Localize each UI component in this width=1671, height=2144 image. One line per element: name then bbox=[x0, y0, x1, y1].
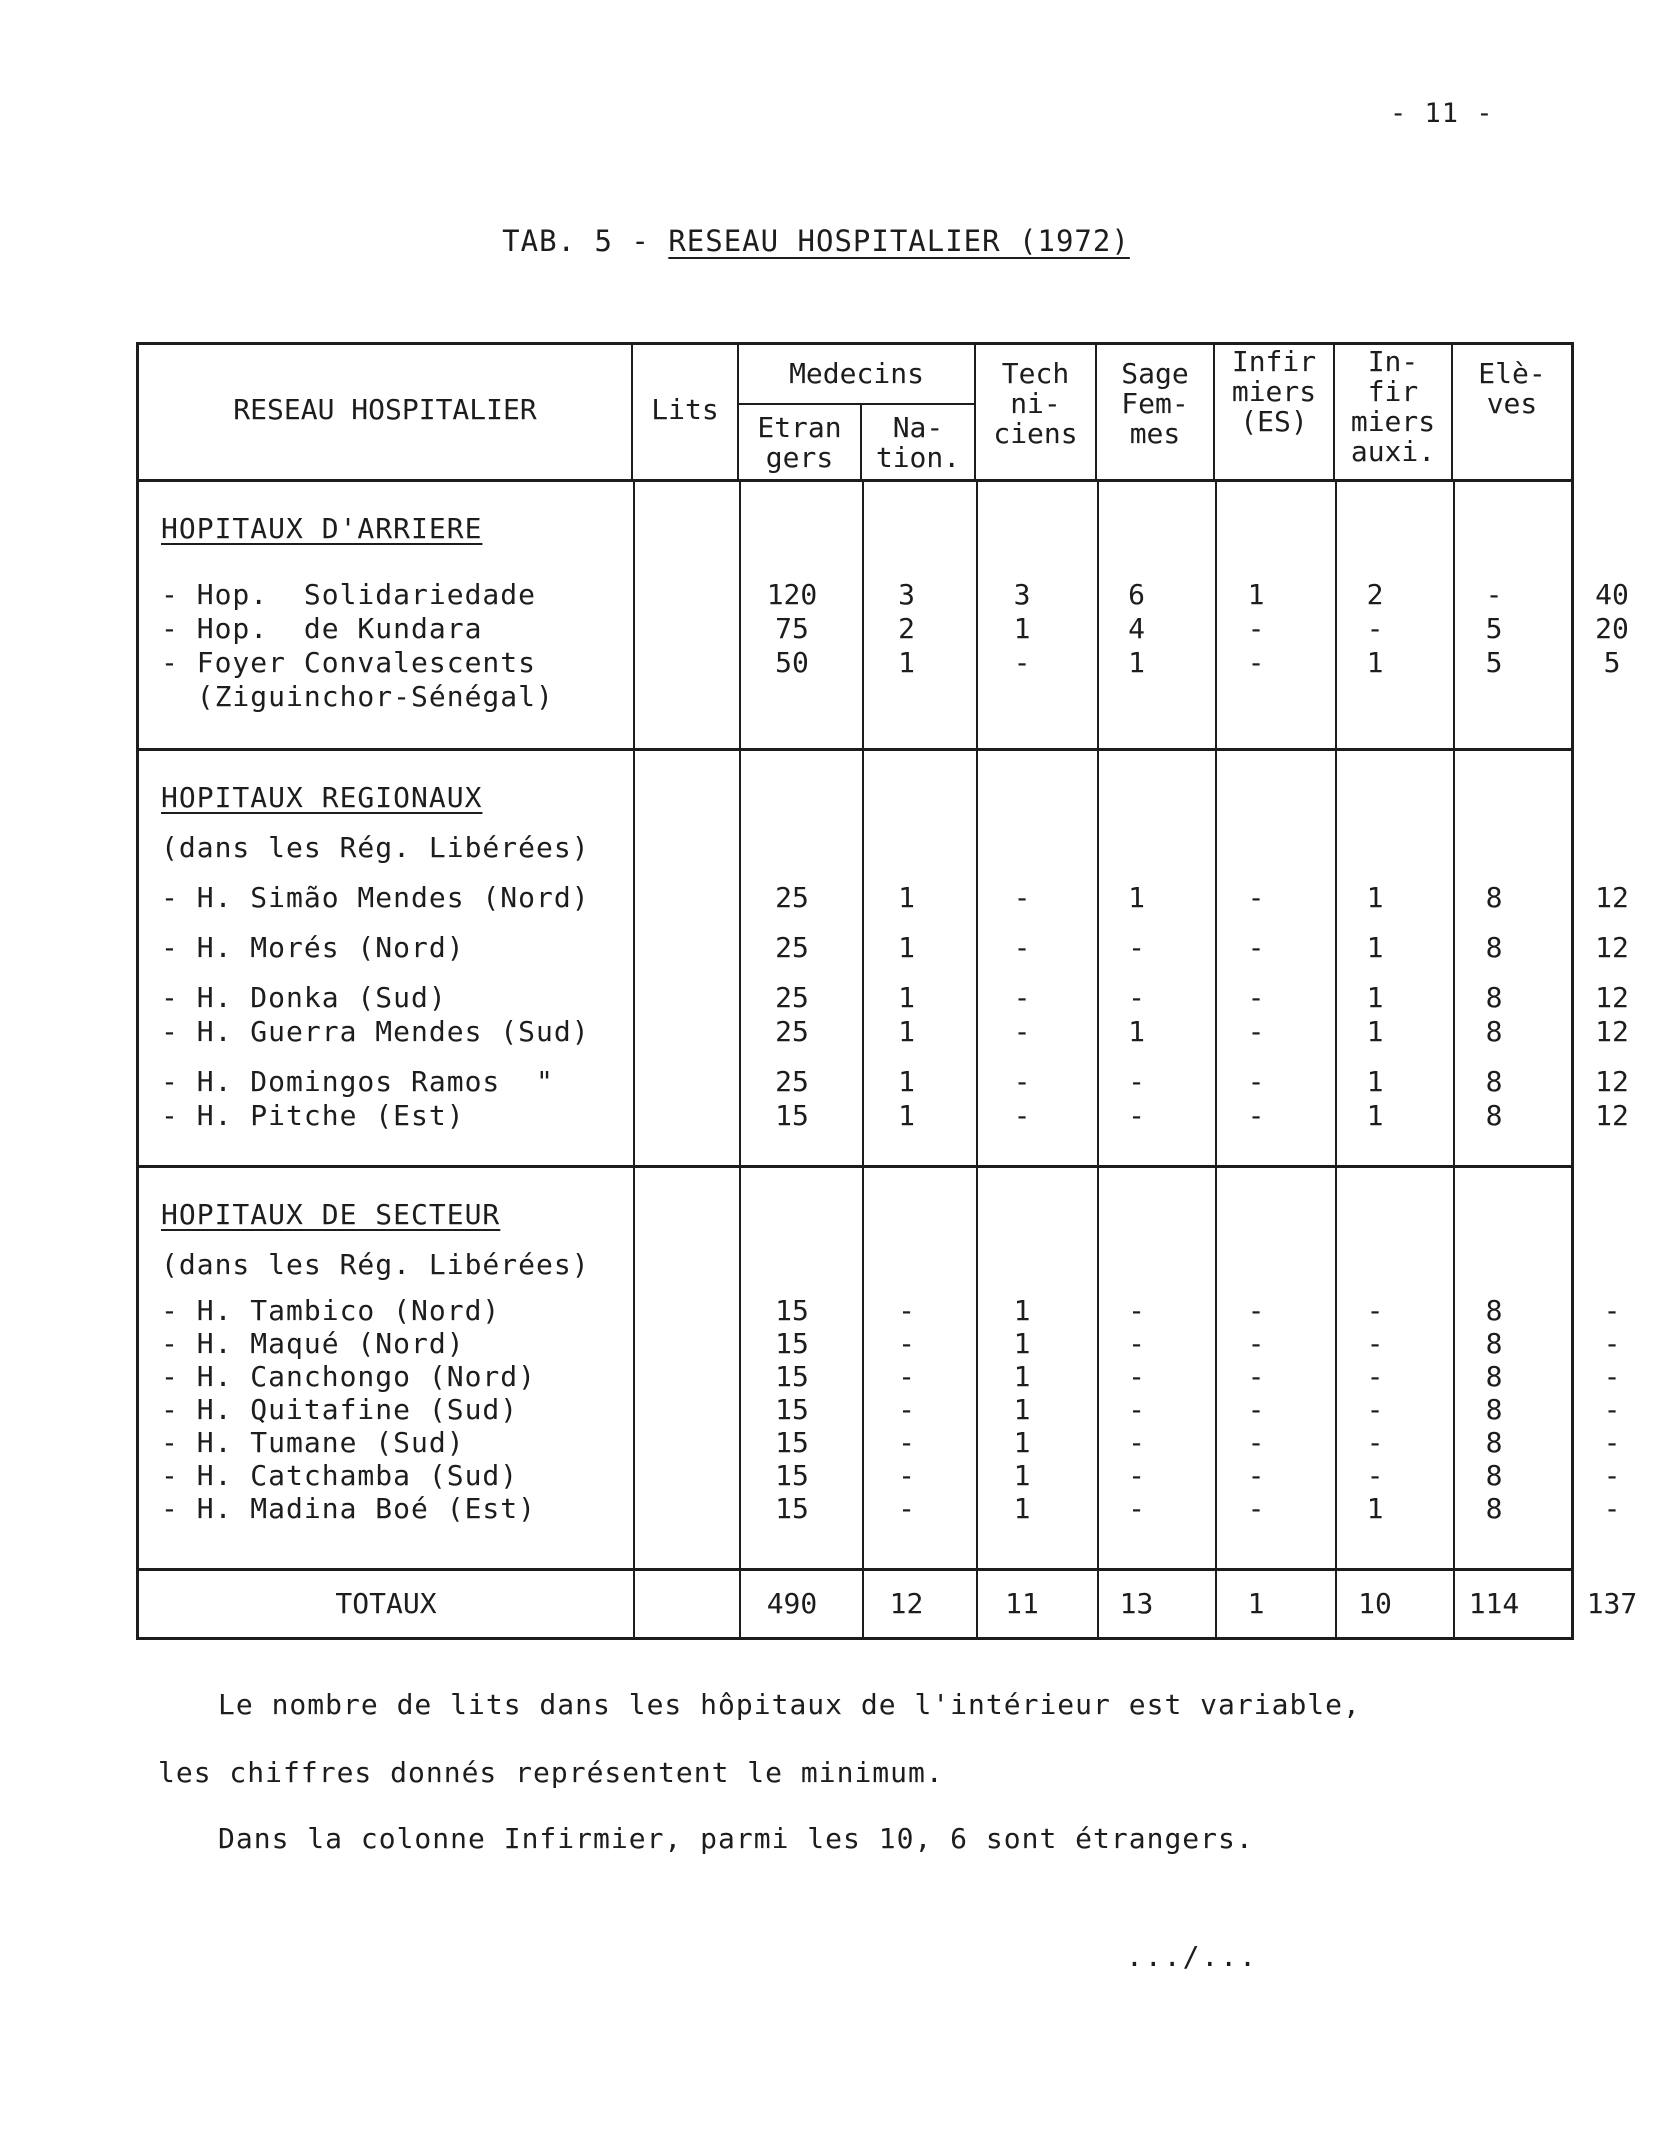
value-techniciens: - bbox=[1128, 1294, 1145, 1327]
value-etrangers: - bbox=[898, 1492, 915, 1525]
value-infirmiers-aux: 8 bbox=[1485, 1393, 1503, 1426]
value-lits: 15 bbox=[775, 1459, 809, 1492]
value-techniciens: - bbox=[1128, 1327, 1145, 1360]
value-nationaux: - bbox=[1013, 1099, 1031, 1132]
value-lits: 50 bbox=[775, 646, 809, 679]
value-eleves: 12 bbox=[1595, 981, 1629, 1014]
value-infirmiers-es: - bbox=[1366, 612, 1384, 645]
value-nationaux: 3 bbox=[1013, 578, 1031, 611]
value-eleves: 12 bbox=[1595, 931, 1629, 964]
value-eleves: 12 bbox=[1595, 881, 1629, 914]
value-lits: 25 bbox=[775, 1065, 809, 1098]
total-lits: 490 bbox=[766, 1587, 818, 1620]
value-nationaux: - bbox=[1013, 1015, 1031, 1048]
value-etrangers: - bbox=[898, 1459, 915, 1492]
value-etrangers: 2 bbox=[898, 612, 915, 645]
value-techniciens: - bbox=[1128, 1099, 1145, 1132]
paragraph-2: les chiffres donnés représentent le minimum. bbox=[158, 1756, 944, 1789]
header-cell-nationaux bbox=[862, 403, 974, 479]
value-techniciens: - bbox=[1128, 1360, 1145, 1393]
value-infirmiers-es: 1 bbox=[1366, 1065, 1384, 1098]
header-cell-sage-femmes bbox=[1097, 345, 1215, 479]
header-eleves: Elè- ves bbox=[1478, 357, 1546, 420]
hospital-name: - Hop. de Kundara bbox=[161, 612, 483, 645]
value-sage-femmes: 1 bbox=[1247, 578, 1265, 611]
table-body bbox=[139, 482, 1629, 1571]
value-infirmiers-es: 1 bbox=[1366, 1015, 1384, 1048]
value-nationaux: 1 bbox=[1013, 1459, 1031, 1492]
value-etrangers: - bbox=[898, 1294, 915, 1327]
section-title: HOPITAUX REGIONAUX bbox=[161, 781, 483, 814]
header-lits: Lits bbox=[651, 393, 719, 426]
value-techniciens: - bbox=[1128, 1426, 1145, 1459]
header-cell-infirmiers-aux bbox=[1335, 345, 1453, 479]
value-eleves: - bbox=[1603, 1327, 1621, 1360]
value-sage-femmes: - bbox=[1247, 646, 1265, 679]
value-infirmiers-es: 1 bbox=[1366, 646, 1384, 679]
column-rule bbox=[633, 1168, 635, 1568]
total-techniciens: 13 bbox=[1119, 1587, 1154, 1620]
hospital-name: - H. Morés (Nord) bbox=[161, 931, 465, 964]
value-infirmiers-es: - bbox=[1366, 1459, 1384, 1492]
value-etrangers: 1 bbox=[898, 1065, 915, 1098]
value-infirmiers-aux: - bbox=[1485, 578, 1503, 611]
value-infirmiers-es: - bbox=[1366, 1393, 1384, 1426]
header-reseau: RESEAU HOSPITALIER bbox=[233, 393, 537, 426]
value-nationaux: - bbox=[1013, 931, 1031, 964]
table-section bbox=[139, 751, 1629, 1168]
hospital-name: - H. Madina Boé (Est) bbox=[161, 1492, 537, 1525]
page-number: - 11 - bbox=[1390, 98, 1494, 129]
value-lits: 25 bbox=[775, 881, 809, 914]
value-eleves: - bbox=[1603, 1459, 1621, 1492]
table-header bbox=[139, 345, 1571, 482]
value-lits: 15 bbox=[775, 1327, 809, 1360]
value-techniciens: - bbox=[1128, 981, 1145, 1014]
value-lits: 15 bbox=[775, 1393, 809, 1426]
value-infirmiers-aux: 8 bbox=[1485, 1294, 1503, 1327]
value-eleves: 5 bbox=[1603, 646, 1621, 679]
value-eleves: - bbox=[1603, 1393, 1621, 1426]
value-techniciens: 1 bbox=[1128, 881, 1145, 914]
value-eleves: - bbox=[1603, 1360, 1621, 1393]
value-lits: 25 bbox=[775, 1015, 809, 1048]
hospital-network-table bbox=[136, 342, 1638, 1640]
value-sage-femmes: - bbox=[1247, 1327, 1265, 1360]
header-cell-medecins bbox=[739, 345, 976, 479]
value-etrangers: 1 bbox=[898, 981, 915, 1014]
value-sage-femmes: - bbox=[1247, 1065, 1265, 1098]
section-note: (dans les Rég. Libérées) bbox=[161, 1248, 590, 1281]
value-infirmiers-aux: 8 bbox=[1485, 1099, 1503, 1132]
value-sage-femmes: - bbox=[1247, 881, 1265, 914]
total-infirmiers-es: 10 bbox=[1358, 1587, 1392, 1620]
header-infirmiers-es: Infir miers (ES) bbox=[1231, 345, 1317, 438]
header-nationaux: Na- tion. bbox=[875, 411, 961, 474]
value-nationaux: 1 bbox=[1013, 1294, 1031, 1327]
header-techniciens: Tech ni- ciens bbox=[993, 357, 1078, 450]
total-nationaux: 11 bbox=[1005, 1587, 1039, 1620]
hospital-name: - Hop. Solidariedade bbox=[161, 578, 537, 611]
value-nationaux: 1 bbox=[1013, 1327, 1031, 1360]
column-rule bbox=[633, 1571, 635, 1637]
hospital-name: - H. Tambico (Nord) bbox=[161, 1294, 501, 1327]
value-infirmiers-aux: 5 bbox=[1485, 646, 1503, 679]
value-sage-femmes: - bbox=[1247, 1492, 1265, 1525]
value-sage-femmes: - bbox=[1247, 931, 1265, 964]
value-etrangers: 1 bbox=[898, 1015, 915, 1048]
value-sage-femmes: - bbox=[1247, 1459, 1265, 1492]
value-eleves: - bbox=[1603, 1294, 1621, 1327]
value-eleves: 12 bbox=[1595, 1099, 1629, 1132]
value-eleves: - bbox=[1603, 1492, 1621, 1525]
hospital-name: - H. Tumane (Sud) bbox=[161, 1426, 465, 1459]
value-etrangers: 1 bbox=[898, 931, 915, 964]
value-infirmiers-es: 1 bbox=[1366, 1099, 1384, 1132]
value-infirmiers-es: - bbox=[1366, 1426, 1384, 1459]
column-rule bbox=[633, 751, 635, 1165]
value-nationaux: - bbox=[1013, 881, 1031, 914]
paragraph-1: Le nombre de lits dans les hôpitaux de l'intérieur est variable, bbox=[218, 1688, 1361, 1721]
value-sage-femmes: - bbox=[1247, 612, 1265, 645]
value-etrangers: - bbox=[898, 1393, 915, 1426]
value-infirmiers-es: 1 bbox=[1366, 1492, 1384, 1525]
column-rule bbox=[633, 482, 635, 748]
value-infirmiers-aux: 5 bbox=[1485, 612, 1503, 645]
hospital-name: (Ziguinchor-Sénégal) bbox=[161, 680, 554, 713]
value-infirmiers-es: - bbox=[1366, 1327, 1384, 1360]
section-title: HOPITAUX DE SECTEUR bbox=[161, 1198, 501, 1231]
header-cell-lits bbox=[633, 345, 739, 479]
value-lits: 75 bbox=[775, 612, 809, 645]
total-etrangers: 12 bbox=[889, 1587, 924, 1620]
value-nationaux: 1 bbox=[1013, 1393, 1031, 1426]
value-etrangers: - bbox=[898, 1360, 915, 1393]
value-nationaux: - bbox=[1013, 646, 1031, 679]
header-infirmiers-aux: In- fir miers auxi. bbox=[1350, 345, 1436, 468]
value-eleves: 20 bbox=[1595, 612, 1629, 645]
header-etrangers: Etran gers bbox=[757, 411, 842, 474]
hospital-name: - H. Maqué (Nord) bbox=[161, 1327, 465, 1360]
value-etrangers: 1 bbox=[898, 646, 915, 679]
hospital-name: - H. Guerra Mendes (Sud) bbox=[161, 1015, 590, 1048]
header-cell-eleves bbox=[1453, 345, 1571, 479]
value-infirmiers-aux: 8 bbox=[1485, 1065, 1503, 1098]
value-sage-femmes: - bbox=[1247, 1015, 1265, 1048]
value-infirmiers-aux: 8 bbox=[1485, 1360, 1503, 1393]
value-techniciens: 1 bbox=[1128, 646, 1145, 679]
value-lits: 25 bbox=[775, 931, 809, 964]
value-techniciens: 6 bbox=[1128, 578, 1145, 611]
table-section bbox=[139, 1168, 1621, 1571]
value-eleves: - bbox=[1603, 1426, 1621, 1459]
value-infirmiers-aux: 8 bbox=[1485, 1015, 1503, 1048]
value-infirmiers-aux: 8 bbox=[1485, 1459, 1503, 1492]
continuation-mark: .../... bbox=[1126, 1940, 1259, 1973]
total-sage-femmes: 1 bbox=[1247, 1587, 1265, 1620]
value-infirmiers-es: 1 bbox=[1366, 881, 1384, 914]
value-eleves: 12 bbox=[1595, 1015, 1629, 1048]
header-sage-femmes: Sage Fem- mes bbox=[1121, 357, 1189, 450]
total-infirmiers-aux: 114 bbox=[1468, 1587, 1520, 1620]
value-sage-femmes: - bbox=[1247, 1360, 1265, 1393]
value-eleves: 12 bbox=[1595, 1065, 1629, 1098]
value-infirmiers-es: 2 bbox=[1366, 578, 1384, 611]
total-eleves: 137 bbox=[1586, 1587, 1638, 1620]
title-prefix: TAB. 5 - bbox=[502, 224, 650, 258]
paragraph-3: Dans la colonne Infirmier, parmi les 10, 6 sont étrangers. bbox=[218, 1822, 1254, 1855]
section-note: (dans les Rég. Libérées) bbox=[161, 831, 590, 864]
value-sage-femmes: - bbox=[1247, 1393, 1265, 1426]
value-infirmiers-aux: 8 bbox=[1485, 931, 1503, 964]
value-infirmiers-aux: 8 bbox=[1485, 1492, 1503, 1525]
header-cell-techniciens bbox=[976, 345, 1097, 479]
value-etrangers: 1 bbox=[898, 881, 915, 914]
value-techniciens: - bbox=[1128, 1492, 1145, 1525]
value-techniciens: - bbox=[1128, 1065, 1145, 1098]
value-lits: 15 bbox=[775, 1099, 809, 1132]
value-nationaux: 1 bbox=[1013, 1360, 1031, 1393]
value-lits: 15 bbox=[775, 1360, 809, 1393]
hospital-name: - H. Quitafine (Sud) bbox=[161, 1393, 519, 1426]
value-etrangers: 3 bbox=[898, 578, 915, 611]
value-infirmiers-aux: 8 bbox=[1485, 1426, 1503, 1459]
hospital-name: - H. Simão Mendes (Nord) bbox=[161, 881, 590, 914]
value-nationaux: 1 bbox=[1013, 1492, 1031, 1525]
value-nationaux: - bbox=[1013, 981, 1031, 1014]
value-infirmiers-aux: 8 bbox=[1485, 1327, 1503, 1360]
value-lits: 25 bbox=[775, 981, 809, 1014]
value-techniciens: - bbox=[1128, 1459, 1145, 1492]
page-title bbox=[0, 224, 1632, 258]
header-cell-reseau bbox=[139, 345, 633, 479]
value-lits: 15 bbox=[775, 1492, 809, 1525]
value-nationaux: 1 bbox=[1013, 1426, 1031, 1459]
value-nationaux: - bbox=[1013, 1065, 1031, 1098]
value-lits: 15 bbox=[775, 1294, 809, 1327]
value-infirmiers-aux: 8 bbox=[1485, 981, 1503, 1014]
value-sage-femmes: - bbox=[1247, 1426, 1265, 1459]
hospital-name: - H. Domingos Ramos " bbox=[161, 1065, 554, 1098]
header-cell-infirmiers-es bbox=[1215, 345, 1335, 479]
value-techniciens: 4 bbox=[1128, 612, 1145, 645]
value-infirmiers-es: 1 bbox=[1366, 981, 1384, 1014]
value-techniciens: 1 bbox=[1128, 1015, 1145, 1048]
value-infirmiers-es: - bbox=[1366, 1360, 1384, 1393]
value-techniciens: - bbox=[1128, 931, 1145, 964]
value-etrangers: 1 bbox=[898, 1099, 915, 1132]
table-section bbox=[139, 482, 1629, 751]
totals-label: TOTAUX bbox=[335, 1587, 437, 1620]
value-lits: 120 bbox=[766, 578, 818, 611]
value-etrangers: - bbox=[898, 1426, 915, 1459]
value-infirmiers-es: - bbox=[1366, 1294, 1384, 1327]
value-infirmiers-es: 1 bbox=[1366, 931, 1384, 964]
section-title: HOPITAUX D'ARRIERE bbox=[161, 512, 483, 545]
hospital-name: - H. Catchamba (Sud) bbox=[161, 1459, 519, 1492]
value-infirmiers-aux: 8 bbox=[1485, 881, 1503, 914]
hospital-name: - Foyer Convalescents bbox=[161, 646, 537, 679]
header-cell-etrangers bbox=[739, 403, 862, 479]
value-nationaux: 1 bbox=[1013, 612, 1031, 645]
hospital-name: - H. Donka (Sud) bbox=[161, 981, 447, 1014]
hospital-name: - H. Canchongo (Nord) bbox=[161, 1360, 537, 1393]
value-etrangers: - bbox=[898, 1327, 915, 1360]
hospital-name: - H. Pitche (Est) bbox=[161, 1099, 465, 1132]
header-medecins: Medecins bbox=[789, 357, 924, 390]
value-sage-femmes: - bbox=[1247, 1099, 1265, 1132]
value-sage-femmes: - bbox=[1247, 1294, 1265, 1327]
totals-row bbox=[139, 1571, 1638, 1637]
title-main: RESEAU HOSPITALIER (1972) bbox=[668, 224, 1130, 258]
value-eleves: 40 bbox=[1595, 578, 1629, 611]
value-sage-femmes: - bbox=[1247, 981, 1265, 1014]
value-lits: 15 bbox=[775, 1426, 809, 1459]
value-techniciens: - bbox=[1128, 1393, 1145, 1426]
